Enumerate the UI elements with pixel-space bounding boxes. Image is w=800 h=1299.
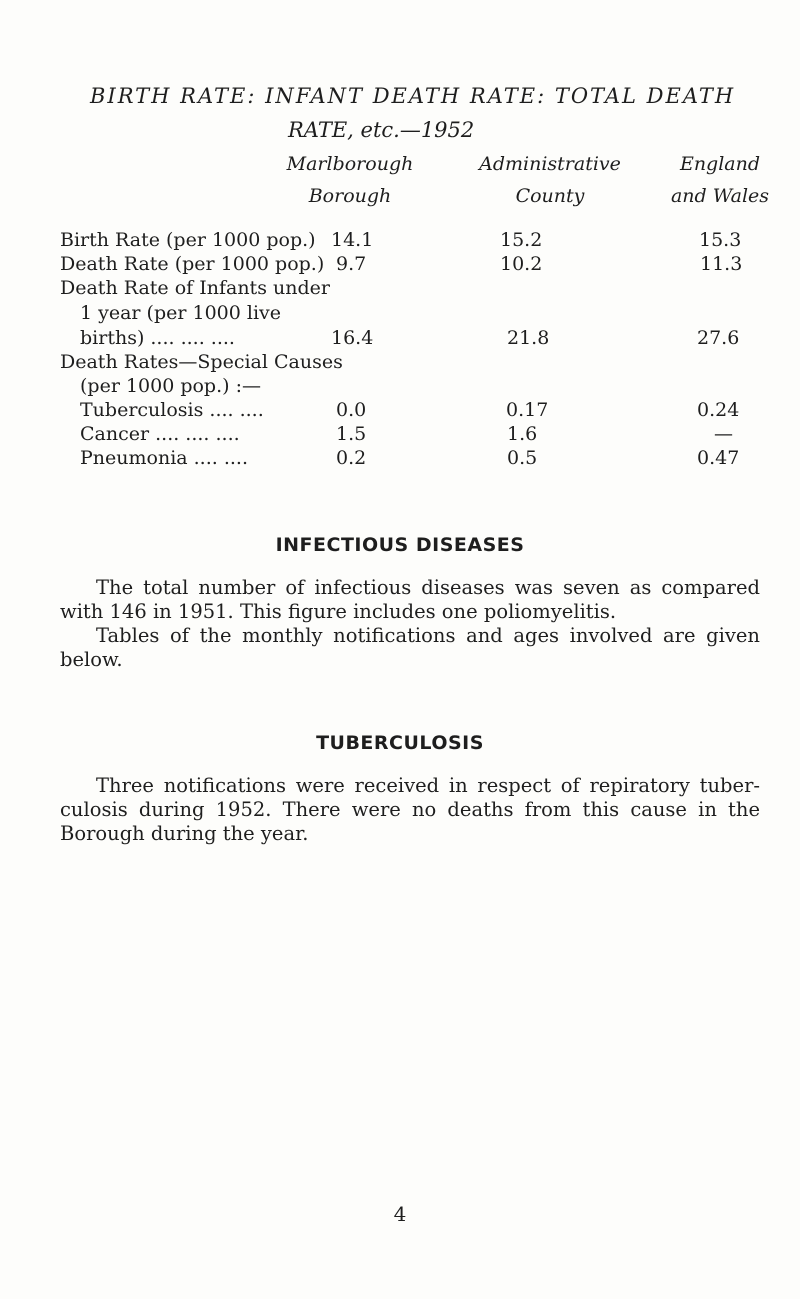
table-cell: 9.7 — [336, 253, 367, 275]
table-cell: 0.5 — [507, 447, 538, 469]
tuberculosis-paragraph: Three notifications were received in respect of repiratory tuber-culosis during 1952. There were no deaths from this cause in the Borough during the year. — [60, 774, 760, 845]
table-cell: 1.5 — [336, 423, 367, 445]
table-cell: 15.2 — [500, 229, 543, 251]
row-label: Death Rates—Special Causes — [60, 351, 343, 373]
table-cell: 21.8 — [507, 327, 550, 349]
column-header-england: England and Wales — [670, 153, 770, 207]
table-cell: 14.1 — [331, 229, 374, 251]
table-cell: 0.0 — [336, 399, 367, 421]
table-cell: 16.4 — [331, 327, 374, 349]
row-label: Death Rate of Infants under — [60, 277, 330, 299]
section-heading-infectious: INFECTIOUS DISEASES — [275, 534, 525, 556]
page-number: 4 — [393, 1202, 407, 1226]
table-cell: 0.24 — [697, 399, 740, 421]
infectious-paragraph-2: Tables of the monthly notifications and ages involved are given below. — [60, 624, 760, 671]
row-label: Birth Rate (per 1000 pop.) — [60, 229, 316, 251]
page-title: BIRTH RATE: INFANT DEATH RATE: TOTAL DEATH — [90, 84, 736, 108]
infectious-paragraph-1: The total number of infectious diseases was seven as compared with 146 in 1951. This figure includes one poliomyelitis. — [60, 576, 760, 623]
column-header-county: Administrative County — [479, 153, 621, 207]
column-header-marlborough: Marlborough Borough — [286, 153, 414, 207]
page-subtitle: RATE, etc.—1952 — [288, 118, 475, 142]
table-cell: 0.2 — [336, 447, 367, 469]
row-label: 1 year (per 1000 live — [80, 302, 282, 324]
row-label: (per 1000 pop.) :— — [80, 375, 261, 397]
table-cell: 0.17 — [506, 399, 549, 421]
table-cell: 10.2 — [500, 253, 543, 275]
row-label: Cancer .... .... .... — [80, 423, 240, 445]
table-cell: 1.6 — [507, 423, 538, 445]
table-cell: — — [714, 423, 733, 445]
row-label: Death Rate (per 1000 pop.) — [60, 253, 325, 275]
table-cell: 15.3 — [699, 229, 742, 251]
table-cell: 11.3 — [700, 253, 743, 275]
row-label: Pneumonia .... .... — [80, 447, 248, 469]
section-heading-tuberculosis: TUBERCULOSIS — [316, 732, 484, 754]
table-cell: 27.6 — [697, 327, 740, 349]
row-label: births) .... .... .... — [80, 327, 235, 349]
row-label: Tuberculosis .... .... — [80, 399, 264, 421]
table-cell: 0.47 — [697, 447, 740, 469]
